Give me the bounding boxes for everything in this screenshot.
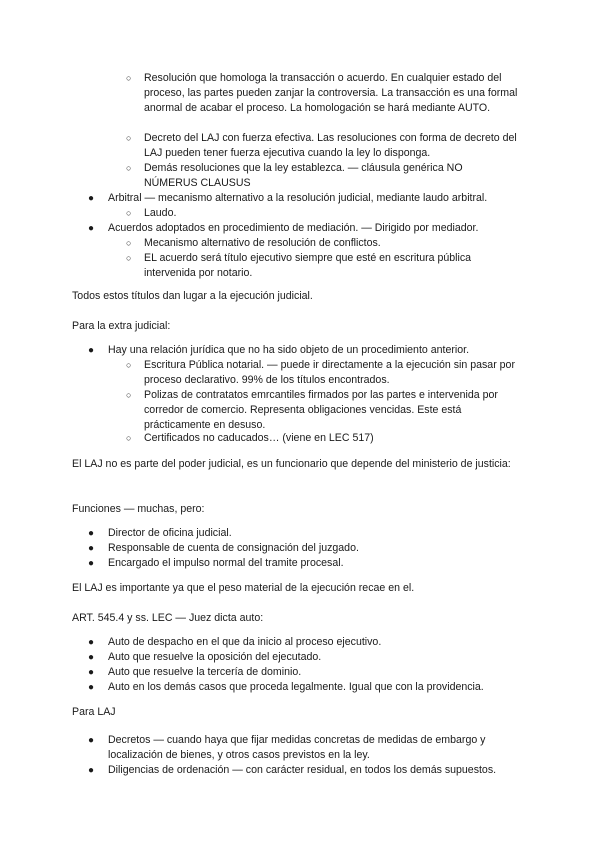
sub-bullet-marker: ○ xyxy=(126,208,132,218)
sub-bullet-marker: ○ xyxy=(126,133,132,143)
sub-bullet-marker: ○ xyxy=(126,433,132,443)
bullet-marker: ● xyxy=(88,558,95,569)
paragraph-art: ART. 545.4 y ss. LEC — Juez dicta auto: xyxy=(72,612,264,624)
bullet-marker: ● xyxy=(88,637,95,648)
bullet-marker: ● xyxy=(88,543,95,554)
bullet-marker: ● xyxy=(88,765,95,776)
list-item: Diligencias de ordenación — con carácter residual, en todos los demás supuestos. xyxy=(108,764,497,776)
bullet-marker: ● xyxy=(88,223,95,234)
sub-list-item: Polizas de contratatos emrcantiles firmados por las partes e intervenida por corredor de comercio. Representa obligaciones vencidas. Este está prácticamente en desuso. xyxy=(144,389,498,431)
list-item: Decretos — cuando haya que fijar medidas concretas de medidas de embargo y localización de bienes, y otros casos previstos en la ley. xyxy=(108,734,486,761)
list-item: Auto de despacho en el que da inicio al proceso ejecutivo. xyxy=(108,636,382,648)
list-item: Auto en los demás casos que proceda legalmente. Igual que con la providencia. xyxy=(108,681,484,693)
bullet-marker: ● xyxy=(88,193,95,204)
list-item: Responsable de cuenta de consignación del juzgado. xyxy=(108,542,359,554)
list-item-mediacion: Acuerdos adoptados en procedimiento de mediación. — Dirigido por mediador. xyxy=(108,222,479,234)
heading-extra-judicial: Para la extra judicial: xyxy=(72,320,171,332)
list-item: Director de oficina judicial. xyxy=(108,527,232,539)
sub-bullet-marker: ○ xyxy=(126,360,132,370)
heading-para-laj: Para LAJ xyxy=(72,706,116,718)
sub-bullet-marker: ○ xyxy=(126,390,132,400)
sub-list-item: Resolución que homologa la transacción o acuerdo. En cualquier estado del proceso, las partes pueden zanjar la controversia. La transacción es una formal anormal de acabar el proceso. La homologación se hará mediante AUTO. xyxy=(144,72,518,114)
bullet-marker: ● xyxy=(88,667,95,678)
list-item: Auto que resuelve la tercería de dominio. xyxy=(108,666,302,678)
sub-list-item: Certificados no caducados… (viene en LEC 517) xyxy=(144,432,374,444)
paragraph-laj: El LAJ no es parte del poder judicial, es un funcionario que depende del ministerio de justicia: xyxy=(72,458,511,470)
sub-list-item: Laudo. xyxy=(144,207,177,219)
bullet-marker: ● xyxy=(88,345,95,356)
sub-list-item: Demás resoluciones que la ley establezca. — cláusula genérica NO NÚMERUS CLAUSUS xyxy=(144,162,463,189)
sub-bullet-marker: ○ xyxy=(126,238,132,248)
bullet-marker: ● xyxy=(88,652,95,663)
paragraph-todos: Todos estos títulos dan lugar a la ejecución judicial. xyxy=(72,290,313,302)
list-item: Encargado el impulso normal del tramite procesal. xyxy=(108,557,344,569)
sub-bullet-marker: ○ xyxy=(126,163,132,173)
bullet-marker: ● xyxy=(88,682,95,693)
bullet-marker: ● xyxy=(88,735,95,746)
paragraph-importante: El LAJ es importante ya que el peso material de la ejecución recae en el. xyxy=(72,582,415,594)
sub-bullet-marker: ○ xyxy=(126,253,132,263)
bullet-marker: ● xyxy=(88,528,95,539)
sub-list-item: Escritura Pública notarial. — puede ir directamente a la ejecución sin pasar por proceso declarativo. 99% de los títulos encontrados. xyxy=(144,359,515,386)
list-item-arbitral: Arbitral — mecanismo alternativo a la resolución judicial, mediante laudo arbitral. xyxy=(108,192,488,204)
list-item: Hay una relación jurídica que no ha sido objeto de un procedimiento anterior. xyxy=(108,344,470,356)
sub-list-item: Decreto del LAJ con fuerza efectiva. Las resoluciones con forma de decreto del LAJ pueden tener fuerza ejecutiva cuando la ley lo disponga. xyxy=(144,132,517,159)
sub-bullet-marker: ○ xyxy=(126,73,132,83)
heading-funciones: Funciones — muchas, pero: xyxy=(72,503,205,515)
sub-list-item: Mecanismo alternativo de resolución de conflictos. xyxy=(144,237,381,249)
list-item: Auto que resuelve la oposición del ejecutado. xyxy=(108,651,322,663)
sub-list-item: EL acuerdo será título ejecutivo siempre que esté en escritura pública intervenida por notario. xyxy=(144,252,472,279)
